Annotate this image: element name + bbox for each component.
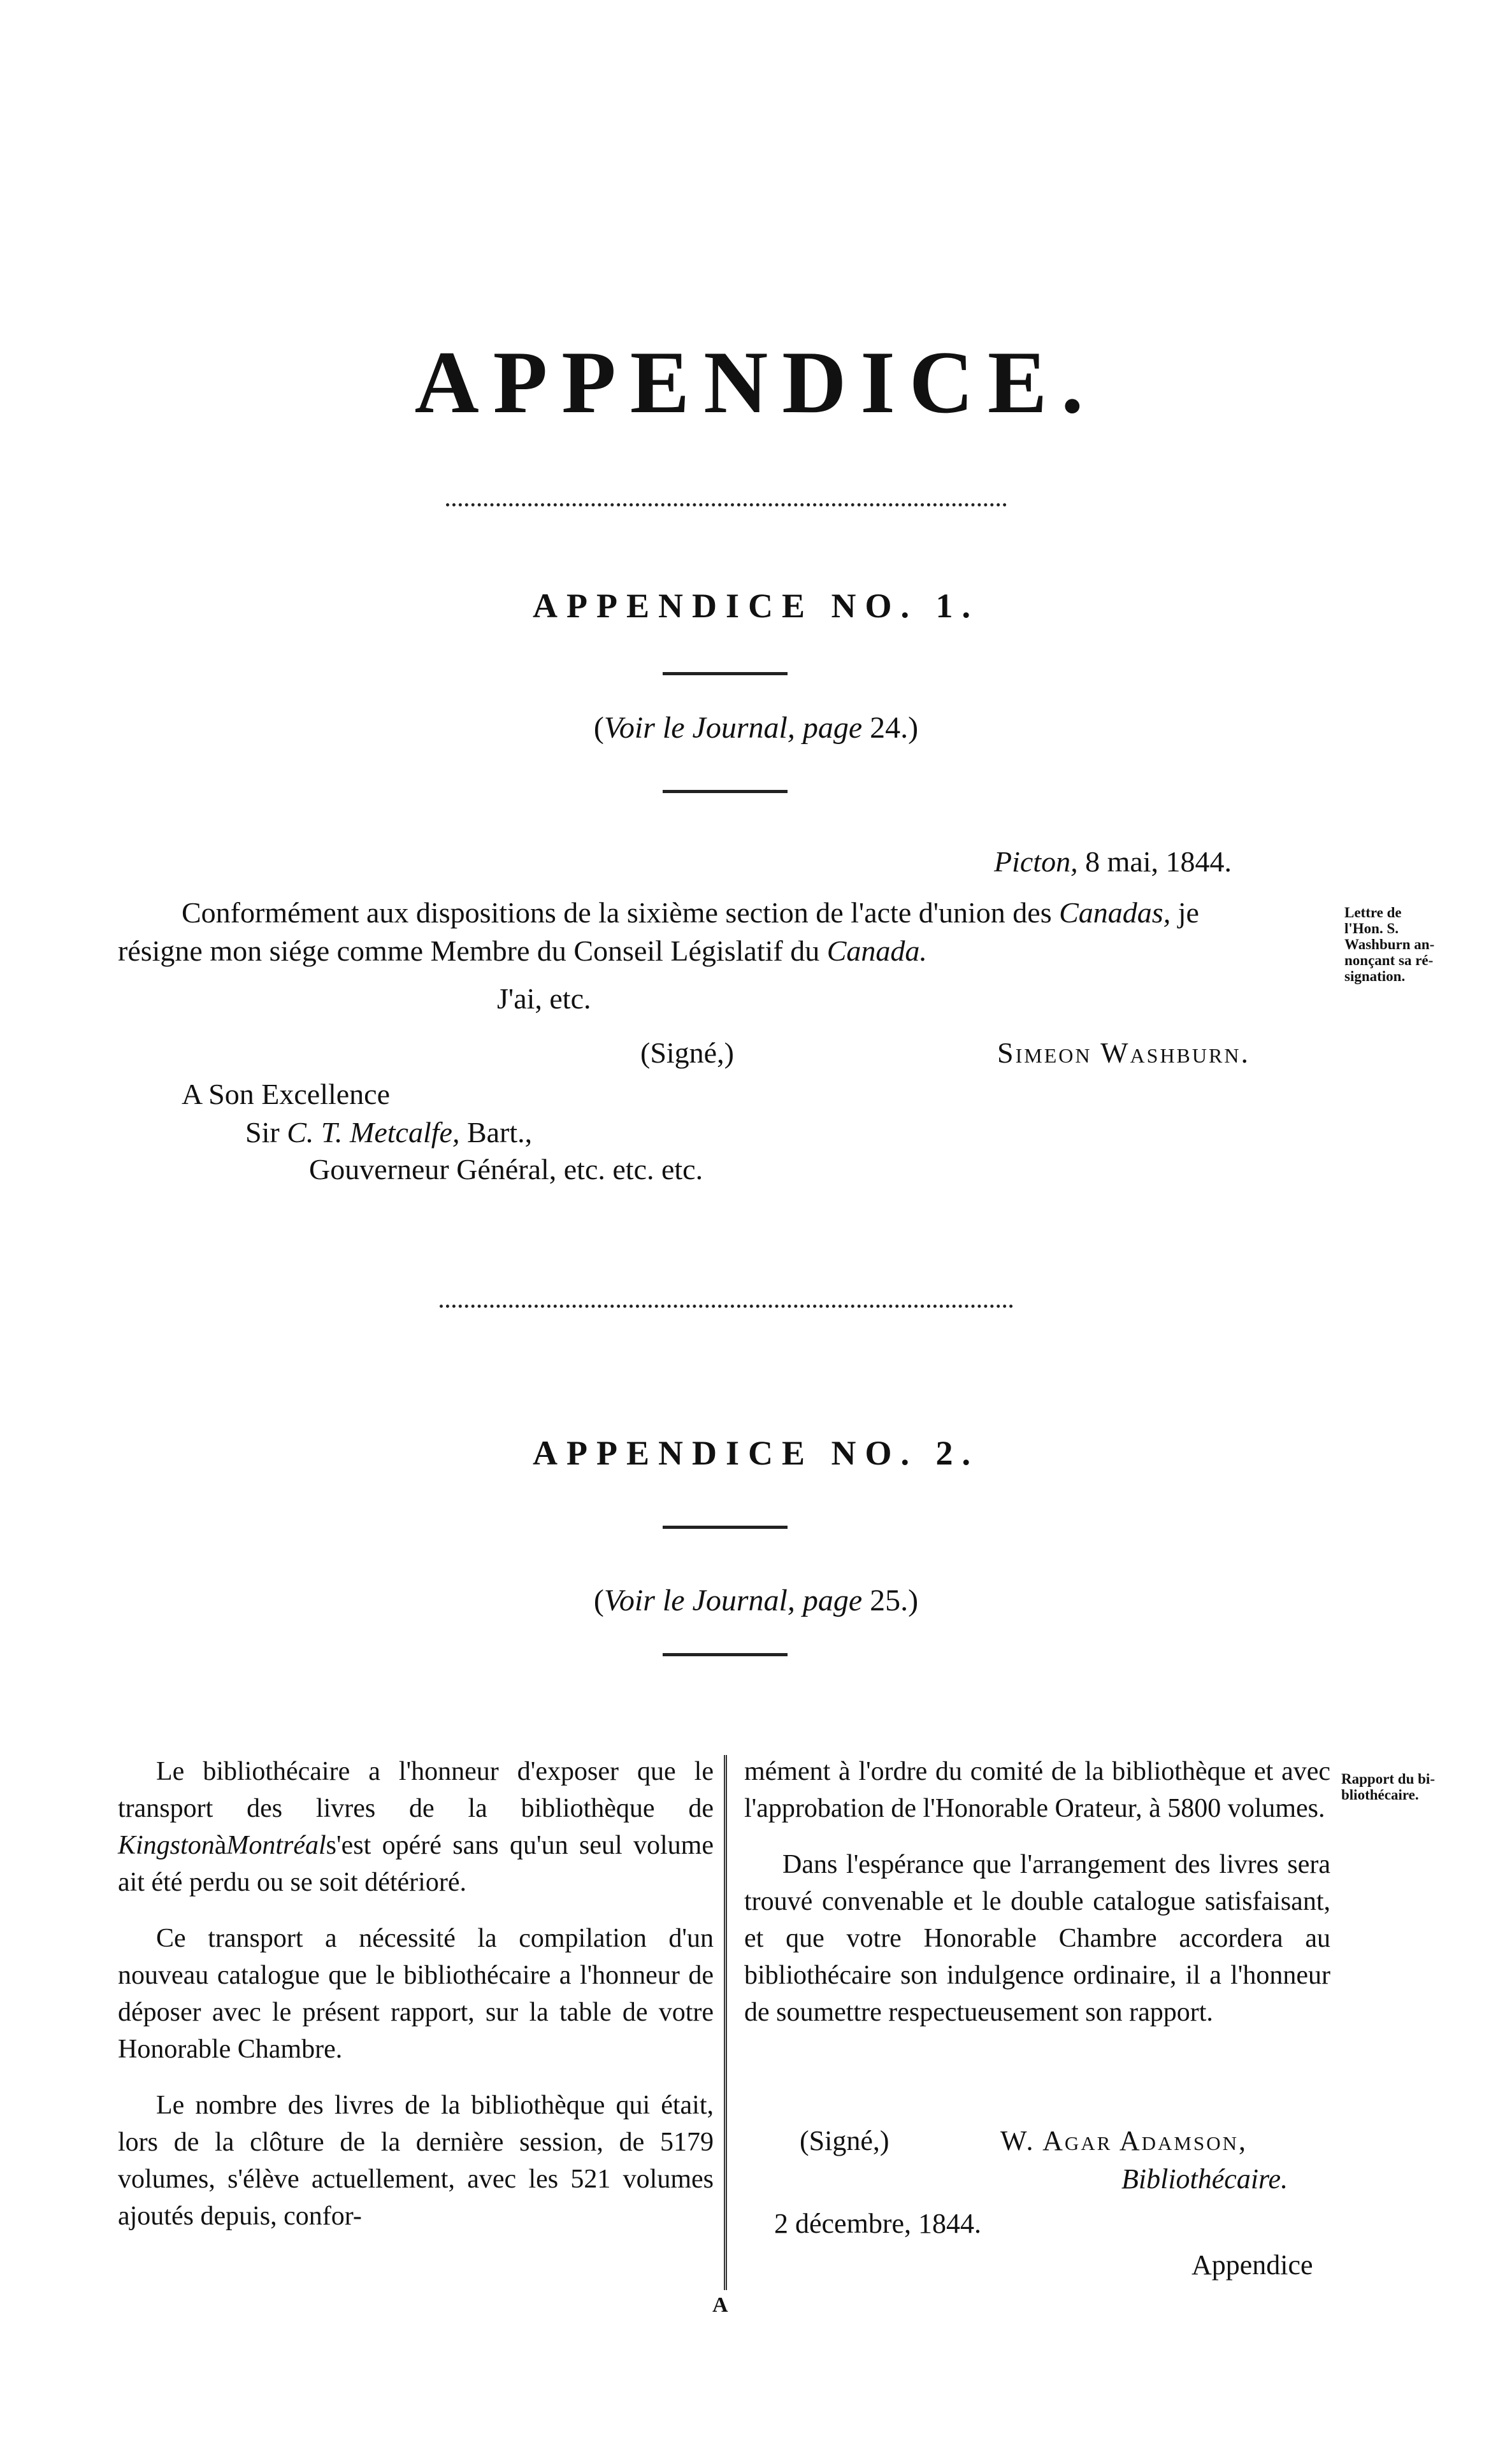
report-right-column (744, 1753, 1330, 2050)
text-segment-italic: C. T. Metcalfe, (287, 1116, 460, 1149)
letter-dateline (994, 844, 1232, 880)
margin-note-line: l'Hon. S. (1344, 920, 1399, 936)
appendix-1-margin-note (1344, 905, 1472, 984)
ref-close: ) (908, 711, 919, 745)
report-left-column (118, 1753, 714, 2254)
text-segment: Le bibliothécaire a l'honneur d'exposer que le transport des livres de la bibliothèque de (118, 1757, 714, 1823)
appendix-1-rule-bottom (663, 790, 788, 793)
text-segment: s'est opéré sans qu'un seul volume ait été perdu ou se soit détérioré. (118, 1831, 714, 1897)
appendix-2-rule-bottom (663, 1653, 788, 1656)
report-paragraph-3: Le nombre des livres de la bibliothèque qui était, lors de la clôture de la dernière session, de 5179 volumes, s'élève actuellement, avec les 521 volumes ajoutés depuis, confor- (118, 2091, 714, 2231)
letter-place: Picton, (994, 845, 1078, 878)
text-segment-italic: Canadas, (1059, 896, 1171, 929)
appendix-2-rule-top (663, 1526, 788, 1529)
report-signer-title (1121, 2163, 1288, 2195)
letter-signer: Simeon Washburn. (997, 1036, 1250, 1069)
text-segment-italic: Canada. (826, 935, 927, 967)
report-paragraph-4: mément à l'ordre du comité de la bibliothèque et avec l'approbation de l'Honorable Orateur, à 5800 volumes. (744, 1757, 1330, 1823)
column-divider (724, 1755, 727, 2290)
text-segment: Sir (245, 1116, 280, 1149)
margin-note-line: signation. (1344, 968, 1406, 984)
margin-note-line: bliothécaire. (1341, 1787, 1419, 1803)
ref-italic: Voir le Journal, page (603, 1584, 863, 1617)
ref-page: 25. (870, 1584, 909, 1617)
text-segment-italic: Kingston (118, 1831, 215, 1860)
catchword: Appendice (1192, 2249, 1313, 2281)
ref-open: ( (593, 711, 604, 745)
signature-mark: A (712, 2293, 728, 2317)
text-segment-italic: Montréal (226, 1831, 326, 1860)
report-signer: W. Agar Adamson, (1000, 2125, 1248, 2156)
appendix-2-journal-ref (0, 1583, 1512, 1618)
addressee-line-2 (245, 1115, 532, 1150)
letter-body-line-2 (118, 933, 927, 969)
addressee-line-3: Gouverneur Général, etc. etc. etc. (309, 1153, 703, 1185)
letter-date: 8 mai, 1844. (1085, 845, 1232, 878)
appendix-2-heading: APPENDICE NO. 2. (532, 1434, 979, 1472)
margin-note-line: Lettre de (1344, 905, 1402, 920)
appendix-1-rule-top (663, 672, 788, 675)
ref-close: ) (908, 1584, 919, 1617)
letter-closing: J'ai, etc. (497, 982, 591, 1015)
report-paragraph-2: Ce transport a nécessité la compilation d'un nouveau catalogue que le bibliothécaire a l'honneur de déposer avec le présent rapport, sur la table de votre Honorable Chambre. (118, 1924, 714, 2064)
addressee-line-1: A Son Excellence (182, 1078, 391, 1110)
ref-italic: Voir le Journal, page (603, 711, 863, 745)
text-segment: je (1177, 896, 1199, 929)
margin-note-line: Rapport du bi- (1341, 1771, 1435, 1787)
ref-open: ( (593, 1584, 604, 1617)
text-segment-italic: Bibliothécaire. (1121, 2163, 1288, 2195)
title-divider (446, 503, 1007, 506)
text-segment: à (214, 1831, 227, 1860)
letter-signed: (Signé,) (640, 1036, 734, 1069)
appendix-1-journal-ref (0, 710, 1512, 745)
report-date: 2 décembre, 1844. (774, 2208, 981, 2239)
margin-note-line: nonçant sa ré- (1344, 952, 1434, 968)
text-segment: Bart., (466, 1116, 533, 1149)
section-divider (440, 1305, 1013, 1308)
appendix-2-margin-note (1341, 1771, 1481, 1803)
margin-note-line: Washburn an- (1344, 936, 1435, 952)
appendix-1-heading: APPENDICE NO. 1. (532, 587, 979, 625)
report-paragraph-5: Dans l'espérance que l'arrangement des livres sera trouvé convenable et le double catalogue satisfaisant, et que votre Honorable Chambre accordera au bibliothécaire son indulgence ordinaire, il a l'honneur de soumettre respectueusement son rapport. (744, 1850, 1330, 2027)
letter-body-line-1 (182, 895, 1199, 931)
text-segment: résigne mon siége comme Membre du Conseil Législatif du (118, 935, 820, 967)
text-segment: Conformément aux dispositions de la sixième section de l'acte d'union des (182, 896, 1052, 929)
ref-page: 24. (870, 711, 909, 745)
report-paragraph-1 (118, 1753, 714, 1901)
report-signed: (Signé,) (800, 2125, 889, 2156)
page-title: APPENDICE. (414, 333, 1098, 432)
